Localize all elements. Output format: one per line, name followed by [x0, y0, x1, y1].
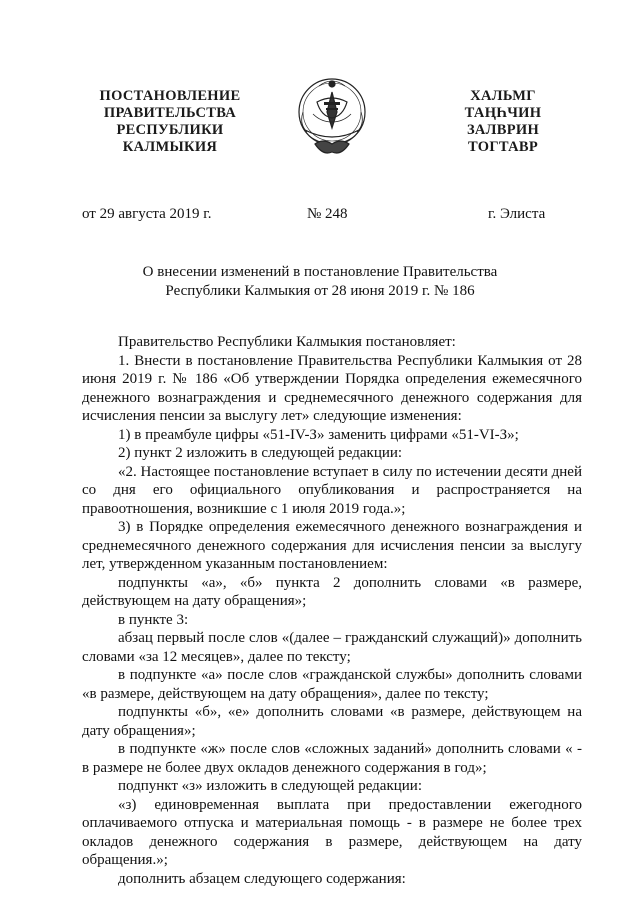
header-kalmyk-line: ЗАЛВРИН: [466, 122, 540, 138]
paragraph: абзац первый после слов «(далее – гражданский служащий)» дополнить словами «за 12 месяцев», далее по тексту;: [82, 630, 582, 665]
document-date: от 29 августа 2019 г.: [82, 206, 212, 222]
document-title-line: Республики Калмыкия от 28 июня 2019 г. № 186: [165, 283, 475, 299]
paragraph: в подпункте «ж» после слов «сложных заданий» дополнить словами « - в размере не более двух окладов денежного содержания в год»;: [82, 741, 582, 776]
header-russian-line: ПОСТАНОВЛЕНИЕ: [99, 88, 241, 104]
header-kalmyk-line: ТАҢҺЧИН: [464, 105, 542, 121]
paragraph: в подпункте «а» после слов «гражданской службы» дополнить словами «в размере, действующем на дату обращения», далее по тексту;: [82, 667, 582, 702]
document-body: [82, 333, 582, 888]
header-russian: [70, 88, 270, 156]
document-number: № 248: [307, 206, 348, 222]
paragraph: 2) пункт 2 изложить в следующей редакции:: [118, 445, 403, 461]
paragraph: 3) в Порядке определения ежемесячного денежного вознаграждения и среднемесячного денежного содержания для исчисления пенсии за выслугу лет, утвержденном указанным постановлением:: [82, 519, 582, 572]
document-title: [100, 263, 540, 301]
paragraph: 1. Внести в постановление Правительства Республики Калмыкия от 28 июня 2019 г. № 186 «Об утверждении Порядка определения ежемесячного денежного вознаграждения и среднемесячного денежного содержания для исчисления пенсии за выслугу лет» следующие изменения:: [82, 352, 582, 424]
header-kalmyk: [428, 88, 578, 156]
paragraph: Правительство Республики Калмыкия постановляет:: [118, 334, 456, 350]
header-russian-line: КАЛМЫКИЯ: [122, 139, 218, 155]
header-kalmyk-line: ТОГТАВР: [467, 139, 539, 155]
coat-of-arms-icon: [291, 72, 373, 164]
paragraph: «з) единовременная выплата при предоставлении ежегодного оплачиваемого отпуска и материальная помощь - в размере не более трех окладов денежного содержания в размере, действующем на дату обращения.»;: [82, 796, 582, 868]
paragraph: подпункты «а», «б» пункта 2 дополнить словами «в размере, действующем на дату обращения»;: [82, 574, 582, 609]
document-city: г. Элиста: [488, 206, 546, 222]
paragraph: «2. Настоящее постановление вступает в силу по истечении десяти дней со дня его официального опубликования и распространяется на правоотношения, возникшие с 1 июля 2019 года.»;: [82, 463, 582, 517]
header-russian-line: ПРАВИТЕЛЬСТВА: [103, 105, 237, 121]
paragraph: дополнить абзацем следующего содержания:: [118, 870, 406, 887]
header-kalmyk-line: ХАЛЬМГ: [470, 88, 536, 104]
paragraph: 1) в преамбуле цифры «51-IV-З» заменить цифрами «51-VI-З»;: [118, 426, 519, 443]
paragraph: подпункты «б», «е» дополнить словами «в размере, действующем на дату обращения»;: [82, 704, 582, 739]
paragraph: в пункте 3:: [118, 611, 189, 628]
paragraph: подпункт «з» изложить в следующей редакции:: [118, 778, 422, 794]
header-russian-line: РЕСПУБЛИКИ: [116, 122, 224, 138]
document-title-line: О внесении изменений в постановление Правительства: [142, 264, 498, 280]
